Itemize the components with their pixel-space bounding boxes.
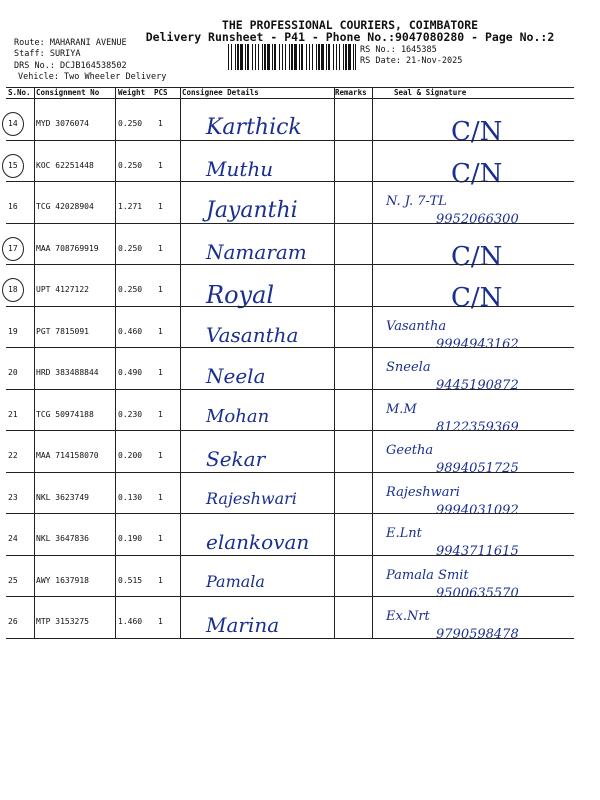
table-row (6, 400, 574, 442)
barcode-bar (348, 44, 351, 70)
table-row (6, 151, 574, 193)
consignee-handwriting: Neela (206, 364, 266, 388)
pcs-value: 1 (158, 160, 163, 170)
barcode-bar (274, 44, 276, 70)
weight-value: 0.130 (118, 492, 143, 502)
barcode-bar (343, 44, 344, 70)
consignment-number: MTP 3153275 (36, 617, 89, 626)
col-weight: Weight (118, 88, 146, 97)
table-row (6, 109, 574, 151)
phone-handwriting: 9994031092 (436, 502, 519, 518)
table-row (6, 234, 574, 276)
barcode-bar (285, 44, 286, 70)
signature-handwriting: N. J. 7-TL (386, 194, 447, 209)
weight-value: 1.460 (118, 617, 143, 626)
signature-handwriting: Geetha (386, 443, 434, 458)
pcs-value: 1 (158, 617, 163, 626)
runsheet-table (6, 87, 594, 642)
signature-handwriting: E.Lnt (386, 526, 422, 541)
consignee-handwriting: Vasantha (206, 322, 299, 347)
barcode-bar (231, 44, 232, 70)
consignment-number: TCG 42028904 (36, 202, 94, 211)
pcs-value: 1 (158, 202, 163, 211)
weight-value: 0.460 (118, 326, 143, 336)
barcode-bar (299, 44, 300, 70)
barcode-bar (264, 44, 266, 70)
barcode-bar (353, 44, 354, 70)
circle-mark (2, 154, 24, 178)
barcode-bar (245, 44, 246, 70)
seal-mark: C/N (451, 158, 503, 189)
barcode-bar (255, 44, 256, 70)
serial-number: 15 (8, 160, 18, 170)
table-row (6, 317, 574, 359)
serial-number: 21 (8, 409, 18, 419)
row-divider (6, 389, 574, 390)
col-consignment: Consignment No (36, 88, 100, 97)
table-top-rule (6, 87, 574, 88)
col-divider (115, 87, 116, 638)
barcode-bar (318, 44, 320, 70)
signature-handwriting: Vasantha (386, 318, 447, 334)
consignment-number: MAA 708769919 (36, 243, 99, 253)
consignee-handwriting: Jayanthi (206, 198, 298, 223)
barcode-bar (306, 44, 307, 70)
barcode-bar (267, 44, 270, 70)
phone-handwriting: 9500635570 (436, 585, 519, 601)
serial-number: 25 (8, 575, 18, 585)
staff-label: Staff: SURIYA (14, 49, 81, 59)
barcode-bar (328, 44, 330, 70)
row-divider (6, 430, 574, 431)
table-row (6, 483, 574, 525)
col-seal: Seal & Signature (394, 88, 467, 97)
consignee-handwriting: Pamala (206, 571, 265, 591)
pcs-value: 1 (158, 326, 163, 336)
row-divider (6, 98, 574, 99)
consignment-number: MAA 714158070 (36, 451, 99, 460)
consignment-number: NKL 3647836 (36, 534, 89, 543)
row-divider (6, 264, 574, 265)
consignee-handwriting: Muthu (206, 156, 274, 181)
pcs-value: 1 (158, 243, 163, 253)
rs-date: RS Date: 21-Nov-2025 (360, 56, 463, 66)
weight-value: 0.250 (118, 160, 143, 170)
phone-handwriting: 9790598478 (436, 627, 519, 642)
consignment-number: TCG 50974188 (36, 409, 94, 419)
barcode-bar (309, 44, 310, 70)
table-row (6, 566, 574, 608)
consignee-handwriting: Karthick (206, 115, 302, 140)
pcs-value: 1 (158, 575, 163, 585)
serial-number: 20 (8, 368, 18, 377)
weight-value: 0.230 (118, 409, 143, 419)
col-sno: S.No. (8, 88, 31, 97)
consignment-number: MYD 3076074 (36, 119, 89, 128)
col-consignee: Consignee Details (182, 88, 259, 97)
pcs-value: 1 (158, 534, 163, 543)
barcode-bar (301, 44, 303, 70)
serial-number: 18 (8, 285, 18, 294)
barcode-bar (321, 44, 324, 70)
col-divider (34, 87, 35, 638)
consignee-handwriting: Sekar (206, 447, 266, 471)
signature-handwriting: Sneela (386, 360, 431, 375)
phone-handwriting: 9994943162 (436, 336, 519, 352)
serial-number: 24 (8, 534, 18, 543)
row-divider (6, 181, 574, 182)
table-row (6, 524, 574, 566)
barcode-bar (316, 44, 317, 70)
weight-value: 0.200 (118, 451, 143, 460)
seal-mark: C/N (451, 283, 503, 313)
serial-number: 14 (8, 119, 18, 128)
barcode-bar (339, 44, 340, 70)
barcode-bar (258, 44, 259, 70)
col-divider (180, 87, 181, 638)
barcode-bar (262, 44, 263, 70)
table-row (6, 192, 574, 234)
barcode-bar (326, 44, 327, 70)
row-divider (6, 638, 574, 639)
rs-info (360, 45, 462, 67)
table-row (6, 275, 574, 317)
phone-handwriting: 9894051725 (436, 461, 519, 476)
barcode-bar (237, 44, 239, 70)
consignee-handwriting: Marina (206, 613, 280, 637)
table-row (6, 441, 574, 483)
barcode-bar (235, 44, 236, 70)
serial-number: 17 (8, 243, 18, 253)
table-row (6, 607, 574, 649)
route-label: Route: MAHARANI AVENUE (14, 38, 127, 48)
consignee-handwriting: Namaram (206, 239, 307, 264)
barcode-bar (312, 44, 313, 70)
company-title: THE PROFESSIONAL COURIERS, COIMBATORE (221, 18, 479, 32)
phone-handwriting: 9445190872 (436, 378, 519, 393)
pcs-value: 1 (158, 451, 163, 460)
weight-value: 0.515 (118, 575, 143, 585)
phone-handwriting: 8122359369 (436, 419, 519, 435)
signature-handwriting: Pamala Smit (386, 567, 469, 583)
vehicle-label: Vehicle: Two Wheeler Delivery (18, 72, 167, 82)
consignment-number: KOC 62251448 (36, 160, 94, 170)
row-divider (6, 223, 574, 224)
barcode-bar (228, 44, 229, 70)
barcode-bar (289, 44, 290, 70)
weight-value: 0.250 (118, 243, 143, 253)
pcs-value: 1 (158, 119, 163, 128)
barcode-bar (291, 44, 293, 70)
phone-handwriting: 9952066300 (436, 212, 519, 227)
serial-number: 16 (8, 202, 18, 211)
rs-number: RS No.: 1645385 (360, 45, 437, 55)
barcode-bar (333, 44, 334, 70)
weight-value: 0.250 (118, 119, 143, 128)
circle-mark (2, 112, 24, 136)
weight-value: 1.271 (118, 202, 143, 211)
col-remarks: Remarks (335, 88, 367, 97)
serial-number: 23 (8, 492, 18, 502)
barcode-bar (279, 44, 280, 70)
weight-value: 0.190 (118, 534, 143, 543)
barcode-bar (272, 44, 273, 70)
consignee-handwriting: elankovan (206, 530, 310, 554)
runsheet-title: Delivery Runsheet - P41 - Phone No.:9047080280 - Page No.:2 (145, 30, 555, 44)
signature-handwriting: M.M (386, 401, 417, 417)
drs-label: DRS No.: DCJB164538502 (14, 61, 127, 71)
consignment-number: HRD 383488844 (36, 368, 99, 377)
table-row (6, 358, 574, 400)
table-header (6, 87, 594, 98)
barcode-bar (282, 44, 283, 70)
barcode-bar (336, 44, 337, 70)
row-divider (6, 472, 574, 473)
circle-mark (2, 237, 24, 261)
signature-handwriting: Rajeshwari (386, 484, 460, 500)
consignment-number: PGT 7815091 (36, 326, 89, 336)
consignment-number: UPT 4127122 (36, 285, 89, 294)
weight-value: 0.490 (118, 368, 143, 377)
consignment-number: NKL 3623749 (36, 492, 89, 502)
signature-handwriting: Ex.Nrt (386, 609, 430, 624)
row-divider (6, 513, 574, 514)
consignment-number: AWY 1637918 (36, 575, 89, 585)
circle-mark (2, 278, 24, 302)
barcode-bar (240, 44, 243, 70)
row-divider (6, 555, 574, 556)
serial-number: 22 (8, 451, 18, 460)
col-divider (334, 87, 335, 638)
barcode-bar (252, 44, 253, 70)
row-divider (6, 596, 574, 597)
seal-mark: C/N (451, 117, 503, 147)
pcs-value: 1 (158, 368, 163, 377)
pcs-value: 1 (158, 409, 163, 419)
barcode-bar (355, 44, 356, 70)
barcode (228, 44, 356, 70)
row-divider (6, 140, 574, 141)
weight-value: 0.250 (118, 285, 143, 294)
row-divider (6, 347, 574, 348)
row-divider (6, 306, 574, 307)
serial-number: 26 (8, 617, 18, 626)
consignee-handwriting: Rajeshwari (206, 488, 297, 508)
consignee-handwriting: Royal (206, 281, 275, 309)
pcs-value: 1 (158, 492, 163, 502)
barcode-bar (345, 44, 347, 70)
col-divider (372, 87, 373, 638)
phone-handwriting: 9943711615 (436, 544, 519, 559)
barcode-bar (294, 44, 297, 70)
pcs-value: 1 (158, 285, 163, 294)
seal-mark: C/N (451, 241, 503, 272)
barcode-bar (247, 44, 249, 70)
serial-number: 19 (8, 326, 18, 336)
col-pcs: PCS (154, 88, 168, 97)
consignee-handwriting: Mohan (206, 405, 270, 427)
